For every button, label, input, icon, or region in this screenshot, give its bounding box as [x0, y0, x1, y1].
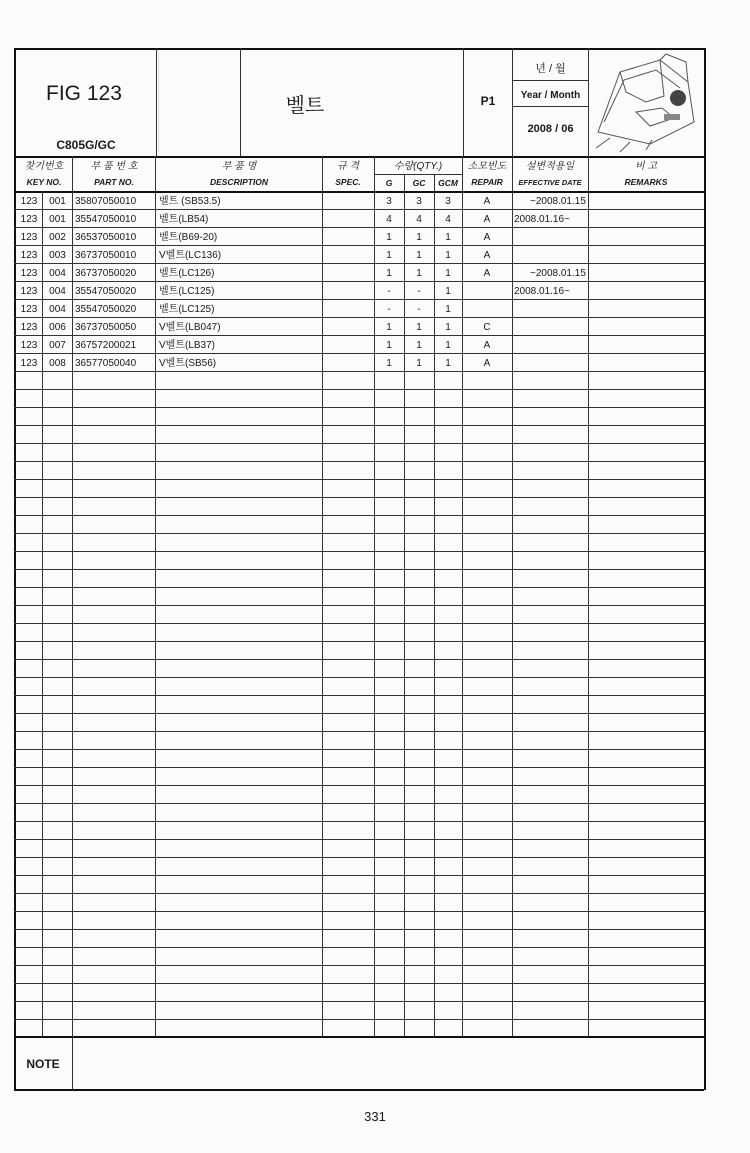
- row-qty-gcm: 1: [445, 250, 451, 261]
- row-repair: A: [483, 340, 491, 351]
- combine-harvester-illustration: [590, 52, 704, 154]
- row-description: V벨트(LB047): [159, 322, 221, 333]
- row-qty-g: 4: [386, 214, 392, 225]
- row-key-number: 008: [49, 358, 66, 369]
- grid-line: [14, 353, 704, 354]
- grid-line: [513, 106, 588, 107]
- publication-date: 2008 / 06: [527, 123, 574, 135]
- grid-line: [72, 156, 73, 1036]
- row-key-number: 007: [49, 340, 66, 351]
- grid-line: [14, 983, 704, 984]
- page-number: 331: [364, 1108, 386, 1124]
- grid-line: [155, 156, 156, 1036]
- row-part-number: 35807050010: [75, 196, 137, 207]
- row-part-number: 36577050040: [75, 358, 137, 369]
- row-part-number: 35547050020: [75, 286, 137, 297]
- row-key-number: 006: [49, 322, 66, 333]
- row-qty-gc: 1: [416, 340, 422, 351]
- row-effective-date: ~2008.01.15: [530, 196, 586, 207]
- grid-line: [588, 156, 589, 1036]
- col-header-spec-en: SPEC.: [335, 177, 361, 187]
- row-description: V벨트(LB37): [159, 340, 216, 351]
- col-header-qty-gc: GC: [412, 178, 426, 188]
- row-repair: A: [483, 250, 491, 261]
- col-header-qty-gcm: GCM: [438, 178, 458, 188]
- grid-line: [14, 929, 704, 930]
- row-qty-gc: -: [417, 286, 421, 297]
- row-qty-gc: 1: [416, 232, 422, 243]
- grid-line: [374, 174, 462, 175]
- row-qty-gc: 1: [416, 358, 422, 369]
- row-qty-gcm: 1: [445, 358, 451, 369]
- grid-line: [14, 497, 704, 498]
- row-qty-g: 3: [386, 196, 392, 207]
- year-month-english: Year / Month: [520, 89, 581, 101]
- grid-line: [14, 245, 704, 246]
- row-repair: A: [483, 232, 491, 243]
- col-header-spec-ko: 규 격: [336, 160, 360, 172]
- row-fig: 123: [20, 286, 38, 297]
- grid-line: [14, 623, 704, 624]
- row-qty-gc: -: [417, 304, 421, 315]
- year-month-korean: 년 / 월: [535, 63, 566, 75]
- row-key-number: 004: [49, 268, 66, 279]
- grid-line: [14, 1019, 704, 1020]
- row-key-number: 004: [49, 304, 66, 315]
- grid-line: [14, 407, 704, 408]
- col-header-part-ko: 부 품 번 호: [90, 160, 138, 172]
- col-header-desc-en: DESCRIPTION: [209, 177, 269, 187]
- col-header-desc-ko: 부 품 명: [221, 160, 257, 172]
- col-header-key-en: KEY NO.: [26, 177, 62, 187]
- row-part-number: 36737050020: [75, 268, 137, 279]
- col-header-part-en: PART NO.: [94, 177, 134, 187]
- grid-line: [14, 965, 704, 966]
- grid-line: [462, 156, 463, 1036]
- row-part-number: 35547050010: [75, 214, 137, 225]
- grid-line: [14, 767, 704, 768]
- row-qty-g: -: [387, 286, 391, 297]
- row-qty-gcm: 1: [445, 322, 451, 333]
- grid-line: [14, 443, 704, 444]
- row-qty-gcm: 4: [445, 214, 451, 225]
- row-description: 벨트(LB54): [159, 214, 209, 225]
- grid-line: [14, 479, 704, 480]
- grid-line: [14, 1036, 704, 1038]
- grid-line: [14, 317, 704, 318]
- grid-line: [14, 731, 704, 732]
- grid-line: [14, 875, 704, 876]
- row-description: V벨트(LC136): [159, 250, 222, 261]
- row-part-number: 36757200021: [75, 340, 137, 351]
- grid-line: [14, 461, 704, 462]
- grid-line: [14, 551, 704, 552]
- grid-line: [14, 156, 704, 158]
- grid-line: [322, 156, 323, 1036]
- grid-line: [14, 785, 704, 786]
- grid-line: [14, 1001, 704, 1002]
- row-qty-gc: 1: [416, 268, 422, 279]
- grid-line: [14, 569, 704, 570]
- row-fig: 123: [20, 250, 38, 261]
- page-code: P1: [480, 94, 496, 108]
- row-repair: A: [483, 358, 491, 369]
- row-qty-gc: 1: [416, 250, 422, 261]
- row-part-number: 36737050010: [75, 250, 137, 261]
- grid-line: [14, 857, 704, 858]
- grid-line: [14, 227, 704, 228]
- row-fig: 123: [20, 268, 38, 279]
- row-qty-g: 1: [386, 250, 392, 261]
- grid-line: [463, 48, 464, 156]
- faded-background-stamp: [158, 52, 237, 152]
- row-fig: 123: [20, 340, 38, 351]
- col-header-repair-ko: 소모빈도: [467, 160, 507, 172]
- row-qty-gc: 1: [416, 322, 422, 333]
- row-effective-date: 2008.01.16~: [514, 286, 570, 297]
- grid-line: [14, 515, 704, 516]
- row-fig: 123: [20, 214, 38, 225]
- row-qty-g: 1: [386, 268, 392, 279]
- grid-line: [14, 281, 704, 282]
- row-qty-gcm: 1: [445, 340, 451, 351]
- row-repair: A: [483, 268, 491, 279]
- page-title: 벨트: [285, 94, 325, 117]
- row-fig: 123: [20, 358, 38, 369]
- grid-line: [14, 713, 704, 714]
- row-part-number: 36537050010: [75, 232, 137, 243]
- grid-line: [14, 821, 704, 822]
- grid-line: [14, 299, 704, 300]
- col-header-remarks-en: REMARKS: [624, 177, 668, 187]
- row-description: 벨트(LC125): [159, 286, 215, 297]
- col-header-repair-en: REPAIR: [471, 177, 503, 187]
- row-qty-g: 1: [386, 358, 392, 369]
- grid-line: [14, 533, 704, 534]
- grid-line: [14, 191, 704, 193]
- grid-line: [513, 80, 588, 81]
- row-fig: 123: [20, 196, 38, 207]
- row-key-number: 001: [49, 196, 66, 207]
- fig-number: FIG 123: [46, 82, 122, 105]
- row-fig: 123: [20, 322, 38, 333]
- row-qty-gc: 4: [416, 214, 422, 225]
- col-header-effective-ko: 설변적용일: [525, 160, 575, 172]
- grid-line: [14, 605, 704, 606]
- row-qty-gcm: 1: [445, 268, 451, 279]
- grid-line: [14, 371, 704, 372]
- row-description: V벨트(SB56): [159, 358, 217, 369]
- grid-line: [14, 587, 704, 588]
- row-qty-gcm: 1: [445, 286, 451, 297]
- row-effective-date: ~2008.01.15: [530, 268, 586, 279]
- grid-line: [72, 1036, 73, 1089]
- grid-line: [14, 425, 704, 426]
- row-qty-g: 1: [386, 340, 392, 351]
- grid-line: [374, 156, 375, 1036]
- grid-line: [14, 263, 704, 264]
- row-repair: C: [483, 322, 491, 333]
- grid-line: [14, 893, 704, 894]
- grid-line: [14, 749, 704, 750]
- grid-line: [14, 209, 704, 210]
- grid-line: [704, 48, 706, 1090]
- grid-line: [512, 48, 513, 156]
- note-label: NOTE: [26, 1057, 60, 1071]
- grid-line: [14, 677, 704, 678]
- grid-line: [512, 156, 513, 1036]
- row-qty-g: -: [387, 304, 391, 315]
- row-description: 벨트(B69-20): [159, 232, 218, 243]
- grid-line: [14, 695, 704, 696]
- grid-line: [14, 48, 704, 50]
- grid-line: [14, 659, 704, 660]
- row-description: 벨트(LC126): [159, 268, 215, 279]
- row-qty-g: 1: [386, 232, 392, 243]
- row-description: 벨트(LC125): [159, 304, 215, 315]
- row-qty-gc: 3: [416, 196, 422, 207]
- grid-line: [14, 335, 704, 336]
- row-key-number: 002: [49, 232, 66, 243]
- grid-line: [14, 947, 704, 948]
- row-key-number: 003: [49, 250, 66, 261]
- grid-line: [14, 389, 704, 390]
- col-header-qty-g: G: [385, 178, 393, 188]
- col-header-remarks-ko: 비 고: [634, 160, 658, 172]
- row-key-number: 001: [49, 214, 66, 225]
- col-header-qty-ko: 수량(QTY.): [393, 160, 443, 172]
- row-qty-gcm: 1: [445, 304, 451, 315]
- grid-line: [14, 641, 704, 642]
- row-qty-gcm: 3: [445, 196, 451, 207]
- row-qty-gcm: 1: [445, 232, 451, 243]
- grid-line: [14, 839, 704, 840]
- model-label: C805G/GC: [56, 138, 116, 152]
- row-description: 벨트 (SB53.5): [159, 196, 221, 207]
- grid-line: [14, 803, 704, 804]
- grid-line: [156, 48, 157, 156]
- row-part-number: 35547050020: [75, 304, 137, 315]
- row-effective-date: 2008.01.16~: [514, 214, 570, 225]
- row-part-number: 36737050050: [75, 322, 137, 333]
- grid-line: [14, 911, 704, 912]
- grid-line: [588, 48, 589, 156]
- row-fig: 123: [20, 232, 38, 243]
- grid-line: [14, 1089, 704, 1091]
- row-key-number: 004: [49, 286, 66, 297]
- row-repair: A: [483, 214, 491, 225]
- row-qty-g: 1: [386, 322, 392, 333]
- grid-line: [240, 48, 241, 156]
- col-header-key-ko: 찾기번호: [24, 160, 64, 172]
- row-fig: 123: [20, 304, 38, 315]
- row-repair: A: [483, 196, 491, 207]
- col-header-effective-en: EFFECTIVE DATE: [518, 177, 582, 187]
